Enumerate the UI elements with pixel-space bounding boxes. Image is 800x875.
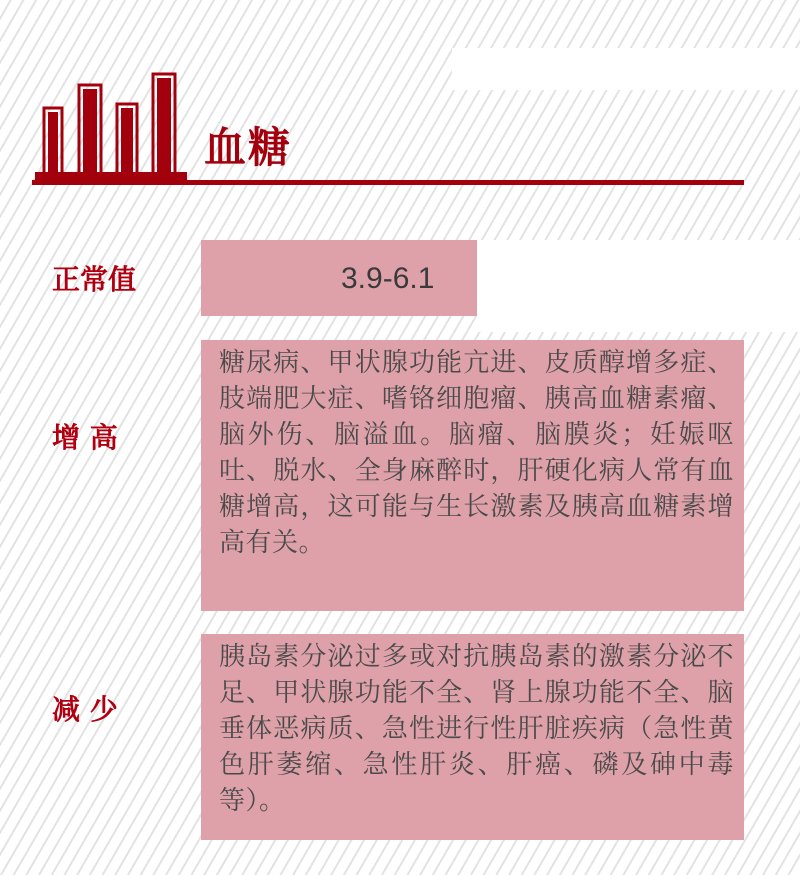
increase-label: 增 高 xyxy=(52,421,118,454)
normal-value-box xyxy=(201,240,477,316)
increase-box xyxy=(201,340,744,611)
header-divider xyxy=(32,180,744,185)
section-title: 血糖 xyxy=(204,123,293,172)
bar-chart-icon xyxy=(35,72,187,180)
decrease-box xyxy=(201,634,744,840)
normal-value-label: 正常值 xyxy=(52,263,137,296)
normal-value-text: 3.9-6.1 xyxy=(341,262,435,295)
white-patch-right xyxy=(477,240,800,332)
decrease-text: 胰岛素分泌过多或对抗胰岛素的激素分泌不足、甲状腺功能不全、肾上腺功能不全、脑垂体恶病质、急性进行性肝脏疾病（急性黄色肝萎缩、急性肝炎、肝癌、磷及砷中毒等）。 xyxy=(219,642,734,816)
section-header xyxy=(32,70,744,188)
increase-text: 糖尿病、甲状腺功能亢进、皮质醇增多症、肢端肥大症、嗜铬细胞瘤、胰高血糖素瘤、脑外伤、脑溢血。脑瘤、脑膜炎；妊娠呕吐、脱水、全身麻醉时，肝硬化病人常有血糖增高，这可能与生长激素及胰高血糖素增高有关。 xyxy=(219,348,734,558)
decrease-label: 减 少 xyxy=(52,693,118,726)
